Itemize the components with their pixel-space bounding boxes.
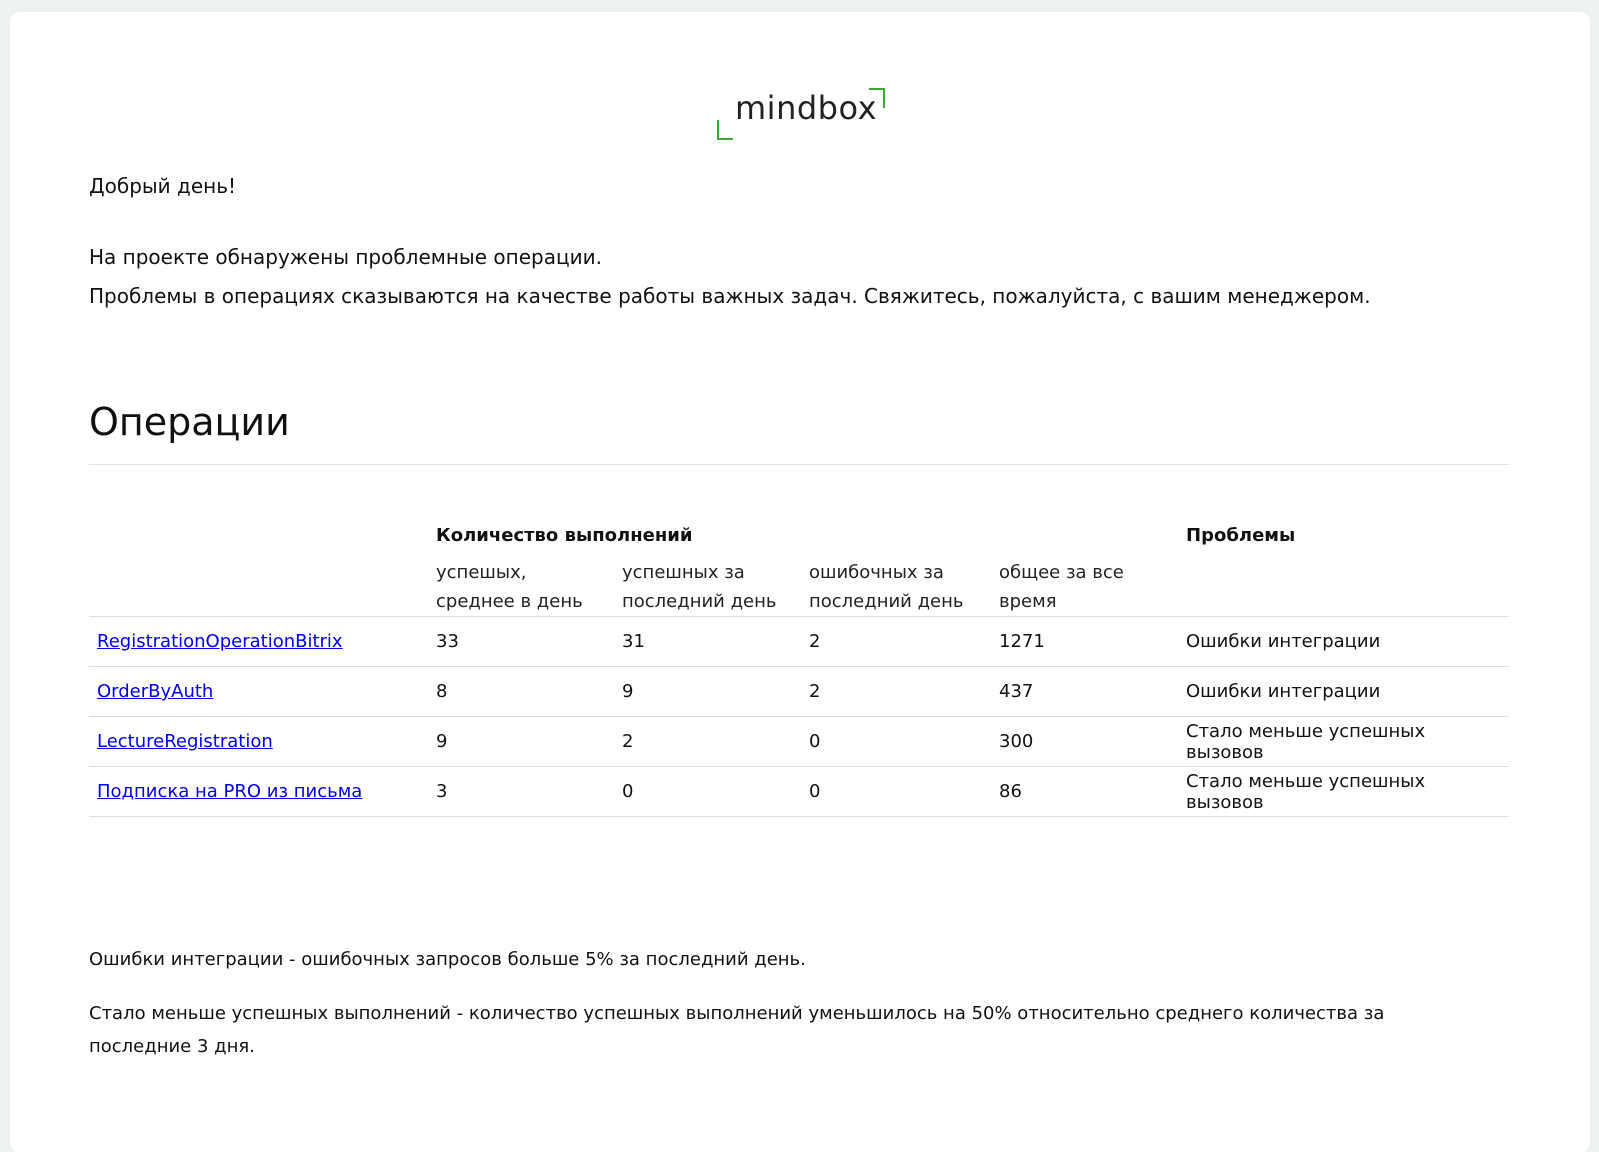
operations-table: [89, 512, 1509, 817]
section-divider: [89, 464, 1509, 465]
total-cell: 300: [991, 717, 1178, 767]
table-group-header-row: [89, 512, 1509, 558]
problem-cell: Стало меньше успешных вызовов: [1178, 767, 1509, 817]
subheader-empty: [89, 558, 428, 617]
greeting: Добрый день!: [89, 174, 237, 198]
email-card: [10, 12, 1590, 1152]
header-empty: [89, 512, 428, 558]
success-last-day-cell: 2: [614, 717, 801, 767]
table-row: [89, 717, 1509, 767]
subheader-problems-empty: [1178, 558, 1509, 617]
table-row: [89, 767, 1509, 817]
table-subheader-row: [89, 558, 1509, 617]
section-title: Операции: [89, 400, 290, 444]
logo-bracket-top-right: [869, 88, 885, 108]
footnote-integration-errors: Ошибки интеграции - ошибочных запросов больше 5% за последний день.: [89, 949, 806, 970]
operation-link[interactable]: Подписка на PRO из письма: [97, 781, 363, 802]
contact-manager-paragraph: Проблемы в операциях сказываются на качестве работы важных задач. Свяжитесь, пожалуйста, с вашим менеджером.: [89, 284, 1371, 308]
total-cell: 86: [991, 767, 1178, 817]
footnote-fewer-success: Стало меньше успешных выполнений - количество успешных выполнений уменьшилось на 50% относительно среднего количества за последние 3 дня.: [89, 1003, 1385, 1057]
errors-last-day-cell: 0: [801, 767, 991, 817]
logo-text: mindbox: [735, 89, 877, 127]
operation-link[interactable]: RegistrationOperationBitrix: [97, 631, 343, 652]
logo-bracket-bottom-left: [717, 120, 733, 140]
column-header-avg-success: успешых, среднее в день: [436, 562, 583, 612]
column-header-success-last-day: успешных за последний день: [622, 562, 777, 612]
operation-name-cell: [89, 717, 428, 767]
success-last-day-cell: 31: [614, 617, 801, 667]
operation-link[interactable]: LectureRegistration: [97, 731, 273, 752]
header-problems: Проблемы: [1186, 524, 1296, 546]
errors-last-day-cell: 2: [801, 667, 991, 717]
avg-success-cell: 33: [428, 617, 614, 667]
errors-last-day-cell: 0: [801, 717, 991, 767]
intro-paragraph: На проекте обнаружены проблемные операции.: [89, 245, 602, 269]
table-row: [89, 617, 1509, 667]
total-cell: 437: [991, 667, 1178, 717]
mindbox-logo: [705, 86, 895, 146]
success-last-day-cell: 0: [614, 767, 801, 817]
total-cell: 1271: [991, 617, 1178, 667]
problem-cell: Ошибки интеграции: [1178, 667, 1509, 717]
problem-cell: Ошибки интеграции: [1178, 617, 1509, 667]
avg-success-cell: 8: [428, 667, 614, 717]
avg-success-cell: 3: [428, 767, 614, 817]
problem-cell: Стало меньше успешных вызовов: [1178, 717, 1509, 767]
table-row: [89, 667, 1509, 717]
header-executions: Количество выполнений: [436, 524, 693, 546]
avg-success-cell: 9: [428, 717, 614, 767]
operation-name-cell: [89, 767, 428, 817]
operation-link[interactable]: OrderByAuth: [97, 681, 214, 702]
success-last-day-cell: 9: [614, 667, 801, 717]
operation-name-cell: [89, 617, 428, 667]
operation-name-cell: [89, 667, 428, 717]
column-header-total: общее за все время: [999, 562, 1124, 612]
column-header-errors-last-day: ошибочных за последний день: [809, 562, 964, 612]
errors-last-day-cell: 2: [801, 617, 991, 667]
